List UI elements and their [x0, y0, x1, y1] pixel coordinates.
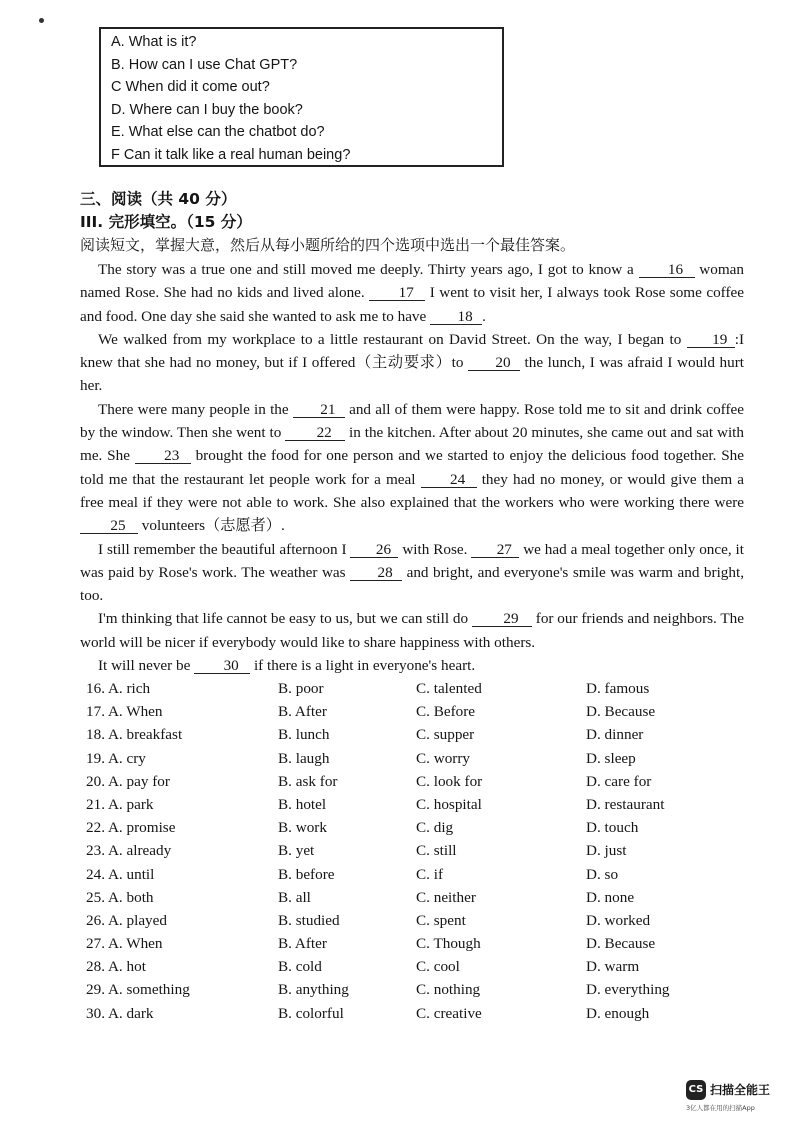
option-d: D. Because [586, 703, 656, 721]
option-a: 30. A. dark [86, 1004, 154, 1022]
option-c: C. talented [416, 680, 482, 697]
blank-29: 29 [472, 611, 532, 627]
option-b: B. colorful [278, 1004, 344, 1022]
option-a: 23. A. already [86, 842, 172, 860]
option-b: B. all [278, 888, 311, 906]
option-d: D. just [586, 842, 627, 860]
option-a: 27. A. When [86, 935, 163, 953]
option-a: 21. A. park [86, 795, 154, 813]
option-b: B. hotel [278, 795, 327, 813]
option-b: B. laugh [278, 749, 330, 767]
passage-paragraph-2: We walked from my workplace to a little restaurant on David Street. On the way, I began to 19 :I knew that she had no money, but if I offered（主动要求）to 20 the lunch, I was afraid I would hurt her. [80, 330, 744, 395]
option-a: 25. A. both [86, 888, 154, 906]
passage-paragraph-1: The story was a true one and still moved me deeply. Thirty years ago, I got to know a 16 woman named Rose. She had no kids and lived alone. 17 I went to visit her, I always took Rose some coffee and food. One day she said she wanted to ask me to have 18 . [80, 261, 744, 325]
question-row [86, 958, 726, 981]
question-row [86, 726, 726, 749]
passage [80, 258, 744, 677]
passage-paragraph-3: There were many people in the 21 and all of them were happy. Rose told me to sit and drink coffee by the window. Then she went to 22 in the kitchen. After about 20 minutes, she came out and sat with me. She 23 brought the food for one person and we started to enjoy the delicious food together. She told me that the restaurant let people work for a meal 24 they had no money, or would give them a free meal if they were not able to work. She also explained that the workers who were working there were 25 volunteers（志愿者）. [80, 400, 744, 535]
section-heading: 三、阅读（共 40 分） [80, 190, 237, 208]
option-b: B. ask for [278, 772, 338, 790]
option-c: C. supper [416, 726, 475, 744]
option-d: D. care for [586, 772, 652, 790]
option-b: B. cold [278, 958, 322, 976]
watermark-tagline: 3亿人都在用的扫描App [686, 1104, 755, 1112]
question-row [86, 889, 726, 912]
question-row [86, 819, 726, 842]
blank-30: 30 [194, 658, 250, 674]
blank-24: 24 [421, 472, 477, 488]
camscanner-logo-icon: CS [686, 1080, 706, 1100]
option-a: 20. A. pay for [86, 772, 170, 790]
blank-20: 20 [468, 355, 520, 371]
option-line: D. Where can I buy the book? [111, 101, 303, 118]
option-c: C. Before [416, 703, 476, 721]
option-a: 16. A. rich [86, 680, 151, 697]
question-row [86, 796, 726, 819]
watermark-name: 扫描全能王 [710, 1083, 771, 1097]
option-d: D. dinner [586, 726, 644, 744]
option-c: C. neither [416, 888, 476, 906]
answer-choices [86, 680, 726, 1028]
option-d: D. everything [586, 981, 670, 999]
blank-19: 19 [687, 332, 735, 348]
option-b: B. After [278, 703, 327, 721]
option-a: 29. A. something [86, 981, 190, 999]
page-dot [39, 18, 44, 23]
option-a: 22. A. promise [86, 819, 176, 837]
section-instruction: 阅读短文，掌握大意，然后从每小题所给的四个选项中选出一个最佳答案。 [80, 236, 576, 254]
option-b: B. studied [278, 911, 340, 929]
option-a: 18. A. breakfast [86, 726, 183, 744]
option-b: B. anything [278, 981, 349, 999]
section-subheading: III. 完形填空。（15 分） [80, 213, 252, 231]
blank-17: 17 [369, 285, 425, 301]
option-c: C. if [416, 865, 444, 883]
passage-paragraph-5: I'm thinking that life cannot be easy to us, but we can still do 29 for our friends and neighbors. The world will be nicer if everybody would like to share happiness with others. [80, 610, 744, 651]
option-d: D. Because [586, 935, 656, 953]
option-b: B. After [278, 935, 327, 953]
option-c: C. hospital [416, 795, 482, 813]
scanner-watermark [686, 1080, 786, 1116]
option-c: C. creative [416, 1004, 482, 1022]
option-line: E. What else can the chatbot do? [111, 124, 325, 141]
question-row [86, 750, 726, 773]
option-c: C. look for [416, 772, 483, 790]
blank-28: 28 [350, 565, 402, 581]
option-a: 17. A. When [86, 703, 163, 721]
passage-paragraph-6: It will never be 30 if there is a light in everyone's heart. [98, 657, 476, 675]
blank-26: 26 [350, 542, 398, 558]
option-a: 28. A. hot [86, 958, 146, 976]
option-line: A. What is it? [111, 34, 197, 50]
blank-25: 25 [80, 518, 138, 534]
question-row [86, 703, 726, 726]
option-line: C When did it come out? [111, 79, 270, 96]
option-b: B. lunch [278, 726, 330, 744]
question-row [86, 680, 726, 703]
blank-16: 16 [639, 262, 695, 278]
option-d: D. none [586, 888, 635, 906]
passage-paragraph-4: I still remember the beautiful afternoon I 26 with Rose. 27 we had a meal together only once, it was paid by Rose's work. The weather was 28 and bright, and everyone's smile was warm and bright, too. [80, 540, 744, 605]
question-row [86, 842, 726, 865]
question-row [86, 935, 726, 958]
option-a: 24. A. until [86, 865, 155, 883]
option-c: C. worry [416, 749, 470, 767]
option-a: 26. A. played [86, 911, 167, 929]
option-c: C. Though [416, 935, 481, 953]
option-box [99, 27, 504, 167]
blank-21: 21 [293, 402, 345, 418]
option-d: D. restaurant [586, 795, 665, 813]
option-d: D. warm [586, 958, 640, 976]
option-b: B. yet [278, 842, 315, 860]
question-row [86, 773, 726, 796]
option-line: B. How can I use Chat GPT? [111, 56, 298, 73]
option-b: B. before [278, 865, 335, 883]
option-d: D. enough [586, 1004, 650, 1022]
question-row [86, 912, 726, 935]
question-row [86, 866, 726, 889]
blank-18: 18 [430, 309, 482, 325]
option-b: B. poor [278, 680, 324, 697]
option-d: D. so [586, 865, 619, 883]
option-d: D. touch [586, 819, 639, 837]
option-c: C. cool [416, 958, 460, 976]
blank-27: 27 [471, 542, 519, 558]
option-c: C. nothing [416, 981, 481, 999]
option-c: C. still [416, 842, 457, 860]
question-row [86, 981, 726, 1004]
question-row [86, 1005, 726, 1028]
option-d: D. famous [586, 680, 650, 697]
option-line: F Can it talk like a real human being? [111, 146, 351, 163]
blank-23: 23 [135, 448, 191, 464]
blank-22: 22 [285, 425, 345, 441]
option-a: 19. A. cry [86, 749, 146, 767]
option-b: B. work [278, 819, 327, 837]
option-d: D. worked [586, 911, 651, 929]
option-c: C. spent [416, 911, 466, 929]
option-c: C. dig [416, 819, 454, 837]
option-d: D. sleep [586, 749, 636, 767]
